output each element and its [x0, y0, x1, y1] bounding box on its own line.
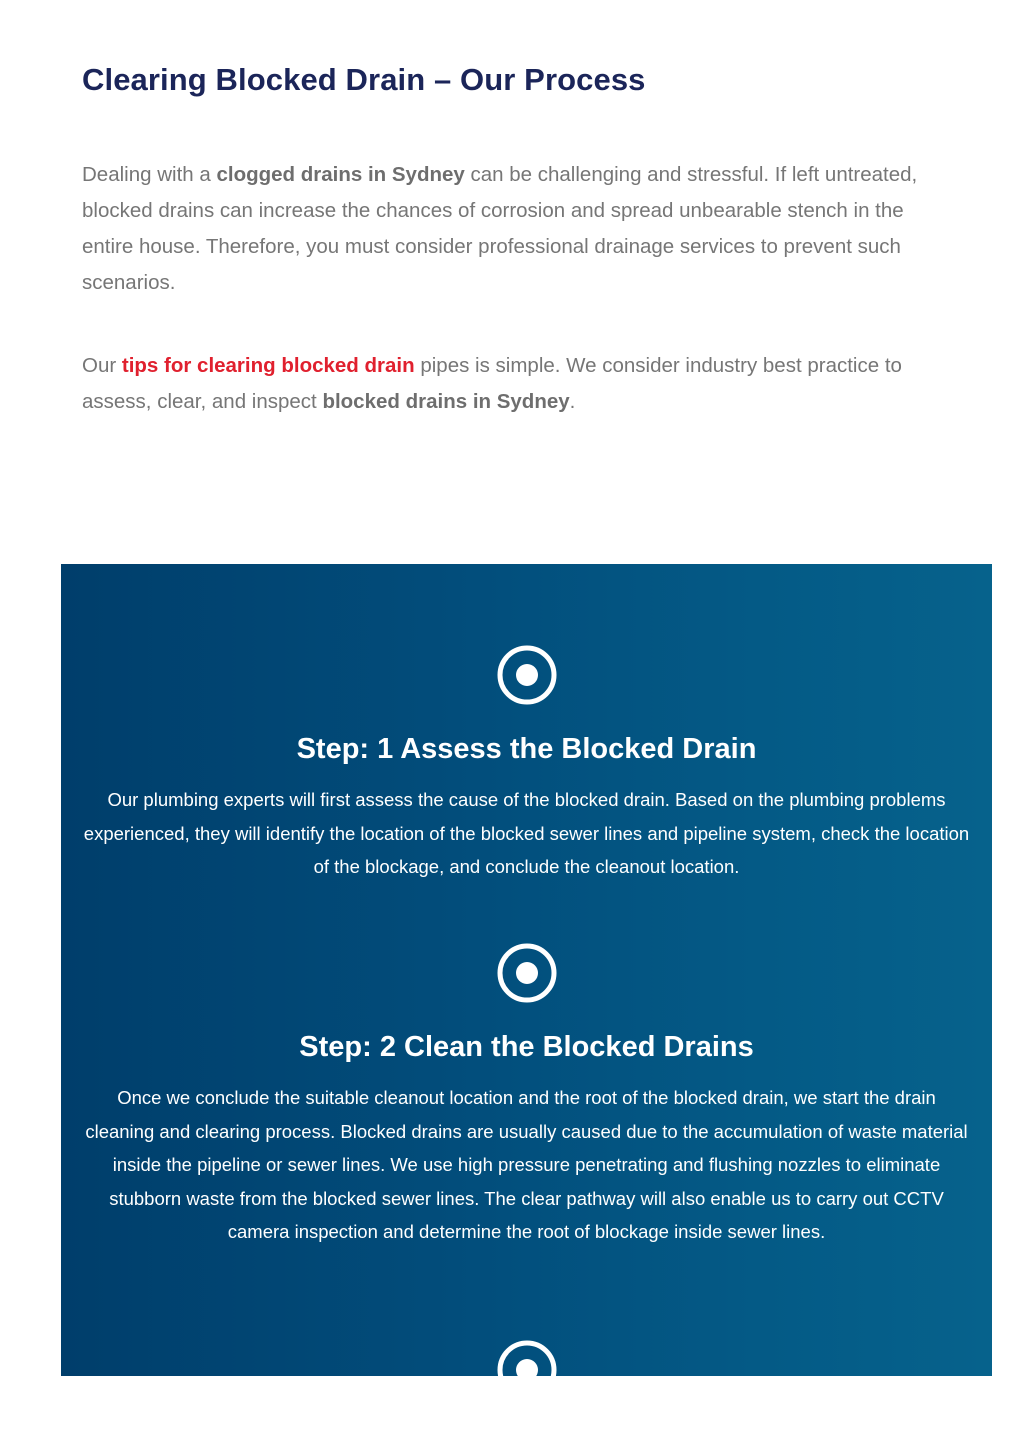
- step-1: [61, 644, 992, 884]
- step-3: [61, 1339, 992, 1376]
- process-steps-panel: [61, 564, 992, 1376]
- step-2: [61, 942, 992, 1249]
- target-circle-icon: [496, 942, 558, 1004]
- step-2-text: Once we conclude the suitable cleanout location and the root of the blocked drain, we start the drain cleaning and clearing process. Blocked drains are usually caused due to the accumulation of waste material inside the pipeline or sewer lines. We use high pressure penetrating and flushing nozzles to eliminate stubborn waste from the blocked sewer lines. The clear pathway will also enable us to carry out CCTV camera inspection and determine the root of blockage inside sewer lines.: [85, 1087, 968, 1243]
- step-1-title: Step: 1 Assess the Blocked Drain: [296, 733, 757, 765]
- para1-bold-keyword: clogged drains in Sydney: [216, 163, 465, 186]
- para2-bold-keyword: blocked drains in Sydney: [322, 390, 570, 413]
- para1-text-start: Dealing with a: [82, 163, 217, 186]
- intro-paragraph-1: [82, 157, 942, 301]
- target-circle-icon: [496, 644, 558, 706]
- target-circle-icon: [496, 1339, 558, 1376]
- step-1-text: Our plumbing experts will first assess the cause of the blocked drain. Based on the plumbing problems experienced, they will identify the location of the blocked sewer lines and pipeline system, check the location of the blockage, and conclude the cleanout location.: [83, 789, 970, 878]
- para1-text-end: can be challenging and stressful. If left untreated, blocked drains can increase the chances of corrosion and spread unbearable stench in the entire house. Therefore, you must consider professional drainage services to prevent such scenarios.: [82, 163, 918, 294]
- intro-paragraph-2: [82, 348, 942, 420]
- para2-text-middle: pipes is simple. We consider industry best practice to assess, clear, and inspect: [82, 354, 902, 413]
- page-title: Clearing Blocked Drain – Our Process: [82, 62, 646, 97]
- step-2-title: Step: 2 Clean the Blocked Drains: [299, 1031, 754, 1063]
- tips-link[interactable]: tips for clearing blocked drain: [121, 354, 415, 377]
- para2-text-start: Our: [82, 354, 122, 377]
- para2-text-end: .: [569, 390, 576, 413]
